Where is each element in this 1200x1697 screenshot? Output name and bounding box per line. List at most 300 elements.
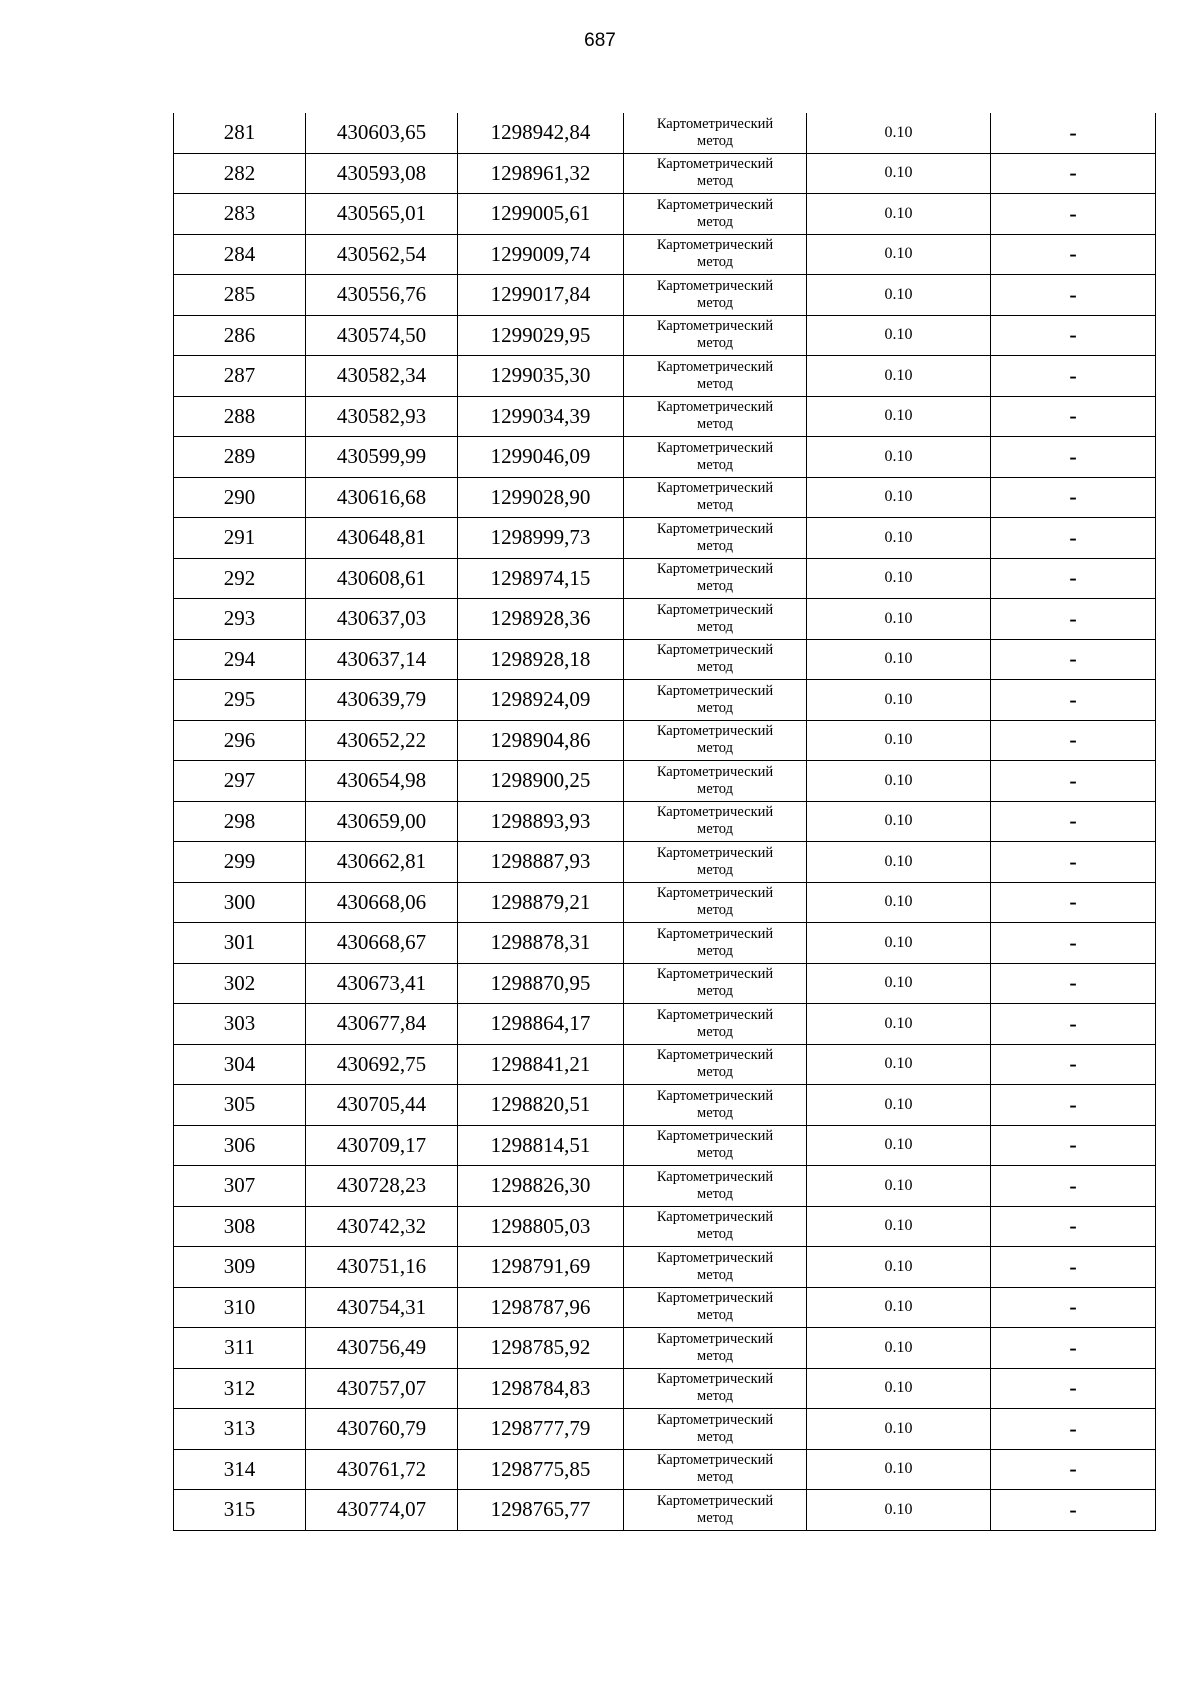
description-cell: -	[991, 1368, 1156, 1409]
table-row	[174, 1085, 1156, 1126]
method-line-2: метод	[697, 1145, 733, 1162]
table-row	[174, 1368, 1156, 1409]
y-coordinate-cell: 1298841,21	[458, 1044, 624, 1085]
description-cell: -	[991, 1409, 1156, 1450]
method-line-2: метод	[697, 254, 733, 271]
table-row	[174, 801, 1156, 842]
x-coordinate-cell: 430616,68	[306, 477, 458, 518]
table-row	[174, 720, 1156, 761]
accuracy-cell: 0.10	[807, 599, 991, 640]
method-line-2: метод	[697, 1428, 733, 1445]
description-cell: -	[991, 1206, 1156, 1247]
method-line-1: Картометрический	[656, 642, 774, 659]
table-row	[174, 923, 1156, 964]
method-line-2: метод	[697, 942, 733, 959]
y-coordinate-cell: 1298775,85	[458, 1449, 624, 1490]
table-row	[174, 396, 1156, 437]
point-number-cell: 291	[174, 518, 306, 559]
description-cell: -	[991, 1247, 1156, 1288]
accuracy-cell: 0.10	[807, 639, 991, 680]
method-line-2: метод	[697, 861, 733, 878]
table-row	[174, 1247, 1156, 1288]
x-coordinate-cell: 430774,07	[306, 1490, 458, 1531]
method-line-1: Картометрический	[656, 804, 774, 821]
description-cell: -	[991, 1004, 1156, 1045]
method-line-2: метод	[697, 983, 733, 1000]
description-cell: -	[991, 680, 1156, 721]
method-line-2: метод	[697, 294, 733, 311]
method-line-2: метод	[697, 1064, 733, 1081]
y-coordinate-cell: 1298928,36	[458, 599, 624, 640]
table-row	[174, 1287, 1156, 1328]
y-coordinate-cell: 1298900,25	[458, 761, 624, 802]
accuracy-cell: 0.10	[807, 680, 991, 721]
table-row	[174, 1125, 1156, 1166]
method-cell	[624, 720, 807, 761]
method-cell	[624, 1409, 807, 1450]
y-coordinate-cell: 1299009,74	[458, 234, 624, 275]
point-number-cell: 313	[174, 1409, 306, 1450]
table-row	[174, 1206, 1156, 1247]
accuracy-cell: 0.10	[807, 882, 991, 923]
description-cell: -	[991, 1449, 1156, 1490]
x-coordinate-cell: 430574,50	[306, 315, 458, 356]
point-number-cell: 290	[174, 477, 306, 518]
point-number-cell: 282	[174, 153, 306, 194]
point-number-cell: 304	[174, 1044, 306, 1085]
table-row	[174, 113, 1156, 153]
method-cell	[624, 437, 807, 478]
y-coordinate-cell: 1298784,83	[458, 1368, 624, 1409]
x-coordinate-cell: 430565,01	[306, 194, 458, 235]
method-line-2: метод	[697, 1185, 733, 1202]
x-coordinate-cell: 430728,23	[306, 1166, 458, 1207]
method-line-2: метод	[697, 740, 733, 757]
accuracy-cell: 0.10	[807, 1004, 991, 1045]
point-number-cell: 286	[174, 315, 306, 356]
method-line-1: Картометрический	[656, 723, 774, 740]
accuracy-cell: 0.10	[807, 1044, 991, 1085]
method-line-1: Картометрический	[656, 1128, 774, 1145]
accuracy-cell: 0.10	[807, 1287, 991, 1328]
point-number-cell: 297	[174, 761, 306, 802]
point-number-cell: 295	[174, 680, 306, 721]
x-coordinate-cell: 430582,93	[306, 396, 458, 437]
accuracy-cell: 0.10	[807, 153, 991, 194]
point-number-cell: 303	[174, 1004, 306, 1045]
y-coordinate-cell: 1298904,86	[458, 720, 624, 761]
x-coordinate-cell: 430582,34	[306, 356, 458, 397]
table-row	[174, 1004, 1156, 1045]
accuracy-cell: 0.10	[807, 558, 991, 599]
x-coordinate-cell: 430648,81	[306, 518, 458, 559]
y-coordinate-cell: 1298777,79	[458, 1409, 624, 1450]
accuracy-cell: 0.10	[807, 842, 991, 883]
point-number-cell: 289	[174, 437, 306, 478]
method-line-2: метод	[697, 902, 733, 919]
method-line-1: Картометрический	[656, 480, 774, 497]
table-row	[174, 882, 1156, 923]
description-cell: -	[991, 599, 1156, 640]
method-line-1: Картометрический	[656, 1168, 774, 1185]
method-line-1: Картометрический	[656, 277, 774, 294]
point-number-cell: 305	[174, 1085, 306, 1126]
accuracy-cell: 0.10	[807, 356, 991, 397]
method-line-2: метод	[697, 780, 733, 797]
method-line-2: метод	[697, 1266, 733, 1283]
method-line-2: метод	[697, 375, 733, 392]
method-cell	[624, 234, 807, 275]
y-coordinate-cell: 1298893,93	[458, 801, 624, 842]
method-line-1: Картометрический	[656, 1452, 774, 1469]
description-cell: -	[991, 801, 1156, 842]
x-coordinate-cell: 430659,00	[306, 801, 458, 842]
x-coordinate-cell: 430599,99	[306, 437, 458, 478]
description-cell: -	[991, 275, 1156, 316]
x-coordinate-cell: 430751,16	[306, 1247, 458, 1288]
method-line-2: метод	[697, 537, 733, 554]
y-coordinate-cell: 1298805,03	[458, 1206, 624, 1247]
table-row	[174, 153, 1156, 194]
accuracy-cell: 0.10	[807, 113, 991, 153]
method-cell	[624, 1085, 807, 1126]
table-row	[174, 761, 1156, 802]
y-coordinate-cell: 1298974,15	[458, 558, 624, 599]
accuracy-cell: 0.10	[807, 477, 991, 518]
method-line-1: Картометрический	[656, 1006, 774, 1023]
x-coordinate-cell: 430562,54	[306, 234, 458, 275]
y-coordinate-cell: 1298924,09	[458, 680, 624, 721]
x-coordinate-cell: 430673,41	[306, 963, 458, 1004]
point-number-cell: 281	[174, 113, 306, 153]
y-coordinate-cell: 1299035,30	[458, 356, 624, 397]
method-cell	[624, 1247, 807, 1288]
description-cell: -	[991, 477, 1156, 518]
point-number-cell: 308	[174, 1206, 306, 1247]
method-cell	[624, 1044, 807, 1085]
method-line-1: Картометрический	[656, 358, 774, 375]
x-coordinate-cell: 430760,79	[306, 1409, 458, 1450]
point-number-cell: 301	[174, 923, 306, 964]
accuracy-cell: 0.10	[807, 1409, 991, 1450]
method-line-2: метод	[697, 699, 733, 716]
method-line-2: метод	[697, 335, 733, 352]
method-cell	[624, 923, 807, 964]
method-cell	[624, 963, 807, 1004]
method-line-1: Картометрический	[656, 885, 774, 902]
point-number-cell: 283	[174, 194, 306, 235]
description-cell: -	[991, 720, 1156, 761]
x-coordinate-cell: 430654,98	[306, 761, 458, 802]
method-cell	[624, 1004, 807, 1045]
method-line-1: Картометрический	[656, 1411, 774, 1428]
method-line-2: метод	[697, 213, 733, 230]
method-cell	[624, 1166, 807, 1207]
table-row	[174, 437, 1156, 478]
x-coordinate-cell: 430757,07	[306, 1368, 458, 1409]
description-cell: -	[991, 315, 1156, 356]
point-number-cell: 284	[174, 234, 306, 275]
table-row	[174, 1449, 1156, 1490]
x-coordinate-cell: 430742,32	[306, 1206, 458, 1247]
y-coordinate-cell: 1298942,84	[458, 113, 624, 153]
x-coordinate-cell: 430754,31	[306, 1287, 458, 1328]
coordinates-table	[173, 113, 1156, 1531]
method-cell	[624, 882, 807, 923]
x-coordinate-cell: 430761,72	[306, 1449, 458, 1490]
method-line-1: Картометрический	[656, 1209, 774, 1226]
method-cell	[624, 396, 807, 437]
accuracy-cell: 0.10	[807, 1206, 991, 1247]
method-line-2: метод	[697, 1347, 733, 1364]
method-line-1: Картометрический	[656, 1330, 774, 1347]
y-coordinate-cell: 1298791,69	[458, 1247, 624, 1288]
method-line-2: метод	[697, 132, 733, 149]
table-row	[174, 1490, 1156, 1531]
y-coordinate-cell: 1298787,96	[458, 1287, 624, 1328]
y-coordinate-cell: 1298961,32	[458, 153, 624, 194]
table-row	[174, 194, 1156, 235]
description-cell: -	[991, 1328, 1156, 1369]
method-cell	[624, 477, 807, 518]
accuracy-cell: 0.10	[807, 234, 991, 275]
y-coordinate-cell: 1298765,77	[458, 1490, 624, 1531]
x-coordinate-cell: 430608,61	[306, 558, 458, 599]
accuracy-cell: 0.10	[807, 1449, 991, 1490]
point-number-cell: 302	[174, 963, 306, 1004]
x-coordinate-cell: 430668,06	[306, 882, 458, 923]
page-number: 687	[584, 30, 616, 51]
point-number-cell: 311	[174, 1328, 306, 1369]
method-line-1: Картометрический	[656, 1249, 774, 1266]
method-line-2: метод	[697, 1388, 733, 1405]
method-cell	[624, 1125, 807, 1166]
method-line-2: метод	[697, 1104, 733, 1121]
table-row	[174, 842, 1156, 883]
accuracy-cell: 0.10	[807, 1490, 991, 1531]
method-line-1: Картометрический	[656, 439, 774, 456]
point-number-cell: 310	[174, 1287, 306, 1328]
accuracy-cell: 0.10	[807, 1166, 991, 1207]
method-line-1: Картометрический	[656, 237, 774, 254]
accuracy-cell: 0.10	[807, 1085, 991, 1126]
accuracy-cell: 0.10	[807, 1125, 991, 1166]
table-row	[174, 315, 1156, 356]
table-row	[174, 963, 1156, 1004]
method-line-2: метод	[697, 1509, 733, 1526]
point-number-cell: 314	[174, 1449, 306, 1490]
method-cell	[624, 194, 807, 235]
description-cell: -	[991, 1490, 1156, 1531]
method-line-1: Картометрический	[656, 682, 774, 699]
method-cell	[624, 275, 807, 316]
method-line-2: метод	[697, 416, 733, 433]
y-coordinate-cell: 1299005,61	[458, 194, 624, 235]
y-coordinate-cell: 1299034,39	[458, 396, 624, 437]
method-line-2: метод	[697, 659, 733, 676]
y-coordinate-cell: 1299017,84	[458, 275, 624, 316]
method-cell	[624, 1287, 807, 1328]
y-coordinate-cell: 1298999,73	[458, 518, 624, 559]
y-coordinate-cell: 1298814,51	[458, 1125, 624, 1166]
accuracy-cell: 0.10	[807, 437, 991, 478]
table-row	[174, 558, 1156, 599]
description-cell: -	[991, 113, 1156, 153]
y-coordinate-cell: 1298870,95	[458, 963, 624, 1004]
method-line-1: Картометрический	[656, 399, 774, 416]
method-line-1: Картометрический	[656, 601, 774, 618]
method-line-1: Картометрический	[656, 196, 774, 213]
method-line-1: Картометрический	[656, 156, 774, 173]
y-coordinate-cell: 1299046,09	[458, 437, 624, 478]
table-row	[174, 518, 1156, 559]
description-cell: -	[991, 923, 1156, 964]
table-row	[174, 680, 1156, 721]
y-coordinate-cell: 1298887,93	[458, 842, 624, 883]
x-coordinate-cell: 430662,81	[306, 842, 458, 883]
y-coordinate-cell: 1298826,30	[458, 1166, 624, 1207]
accuracy-cell: 0.10	[807, 518, 991, 559]
method-line-2: метод	[697, 1469, 733, 1486]
method-cell	[624, 356, 807, 397]
x-coordinate-cell: 430639,79	[306, 680, 458, 721]
table-row	[174, 1409, 1156, 1450]
x-coordinate-cell: 430652,22	[306, 720, 458, 761]
x-coordinate-cell: 430637,03	[306, 599, 458, 640]
y-coordinate-cell: 1298820,51	[458, 1085, 624, 1126]
table-row	[174, 1166, 1156, 1207]
description-cell: -	[991, 1044, 1156, 1085]
description-cell: -	[991, 761, 1156, 802]
method-cell	[624, 558, 807, 599]
x-coordinate-cell: 430637,14	[306, 639, 458, 680]
method-cell	[624, 1206, 807, 1247]
method-line-2: метод	[697, 618, 733, 635]
point-number-cell: 293	[174, 599, 306, 640]
x-coordinate-cell: 430705,44	[306, 1085, 458, 1126]
method-line-1: Картометрический	[656, 925, 774, 942]
accuracy-cell: 0.10	[807, 275, 991, 316]
method-line-2: метод	[697, 1023, 733, 1040]
method-line-2: метод	[697, 578, 733, 595]
x-coordinate-cell: 430677,84	[306, 1004, 458, 1045]
method-line-2: метод	[697, 1307, 733, 1324]
point-number-cell: 296	[174, 720, 306, 761]
method-cell	[624, 801, 807, 842]
point-number-cell: 309	[174, 1247, 306, 1288]
method-line-1: Картометрический	[656, 561, 774, 578]
method-line-1: Картометрический	[656, 763, 774, 780]
table-row	[174, 599, 1156, 640]
point-number-cell: 299	[174, 842, 306, 883]
point-number-cell: 298	[174, 801, 306, 842]
point-number-cell: 294	[174, 639, 306, 680]
method-line-2: метод	[697, 173, 733, 190]
description-cell: -	[991, 882, 1156, 923]
table-row	[174, 477, 1156, 518]
method-line-1: Картометрический	[656, 1290, 774, 1307]
description-cell: -	[991, 558, 1156, 599]
method-cell	[624, 518, 807, 559]
method-cell	[624, 1368, 807, 1409]
method-cell	[624, 680, 807, 721]
accuracy-cell: 0.10	[807, 923, 991, 964]
point-number-cell: 300	[174, 882, 306, 923]
accuracy-cell: 0.10	[807, 761, 991, 802]
method-cell	[624, 113, 807, 153]
accuracy-cell: 0.10	[807, 1247, 991, 1288]
description-cell: -	[991, 234, 1156, 275]
y-coordinate-cell: 1299029,95	[458, 315, 624, 356]
table-row	[174, 275, 1156, 316]
x-coordinate-cell: 430692,75	[306, 1044, 458, 1085]
method-line-1: Картометрический	[656, 1492, 774, 1509]
method-line-2: метод	[697, 821, 733, 838]
description-cell: -	[991, 396, 1156, 437]
method-line-1: Картометрический	[656, 318, 774, 335]
x-coordinate-cell: 430668,67	[306, 923, 458, 964]
y-coordinate-cell: 1298785,92	[458, 1328, 624, 1369]
method-cell	[624, 153, 807, 194]
point-number-cell: 292	[174, 558, 306, 599]
description-cell: -	[991, 356, 1156, 397]
description-cell: -	[991, 1125, 1156, 1166]
table-row	[174, 234, 1156, 275]
method-cell	[624, 842, 807, 883]
description-cell: -	[991, 963, 1156, 1004]
table-row	[174, 1044, 1156, 1085]
point-number-cell: 287	[174, 356, 306, 397]
method-cell	[624, 761, 807, 802]
table-row	[174, 356, 1156, 397]
description-cell: -	[991, 153, 1156, 194]
description-cell: -	[991, 1287, 1156, 1328]
accuracy-cell: 0.10	[807, 963, 991, 1004]
description-cell: -	[991, 437, 1156, 478]
y-coordinate-cell: 1298864,17	[458, 1004, 624, 1045]
y-coordinate-cell: 1298928,18	[458, 639, 624, 680]
method-cell	[624, 639, 807, 680]
point-number-cell: 312	[174, 1368, 306, 1409]
method-line-2: метод	[697, 1226, 733, 1243]
x-coordinate-cell: 430603,65	[306, 113, 458, 153]
x-coordinate-cell: 430756,49	[306, 1328, 458, 1369]
description-cell: -	[991, 842, 1156, 883]
method-line-2: метод	[697, 456, 733, 473]
y-coordinate-cell: 1298879,21	[458, 882, 624, 923]
method-cell	[624, 1490, 807, 1531]
description-cell: -	[991, 194, 1156, 235]
accuracy-cell: 0.10	[807, 194, 991, 235]
method-line-1: Картометрический	[656, 966, 774, 983]
point-number-cell: 315	[174, 1490, 306, 1531]
y-coordinate-cell: 1298878,31	[458, 923, 624, 964]
description-cell: -	[991, 1085, 1156, 1126]
method-cell	[624, 1449, 807, 1490]
table-row	[174, 1328, 1156, 1369]
method-cell	[624, 315, 807, 356]
method-line-1: Картометрический	[656, 844, 774, 861]
point-number-cell: 306	[174, 1125, 306, 1166]
x-coordinate-cell: 430593,08	[306, 153, 458, 194]
coordinates-table-body	[174, 113, 1156, 1530]
method-line-1: Картометрический	[656, 1047, 774, 1064]
x-coordinate-cell: 430556,76	[306, 275, 458, 316]
description-cell: -	[991, 518, 1156, 559]
accuracy-cell: 0.10	[807, 315, 991, 356]
description-cell: -	[991, 639, 1156, 680]
description-cell: -	[991, 1166, 1156, 1207]
